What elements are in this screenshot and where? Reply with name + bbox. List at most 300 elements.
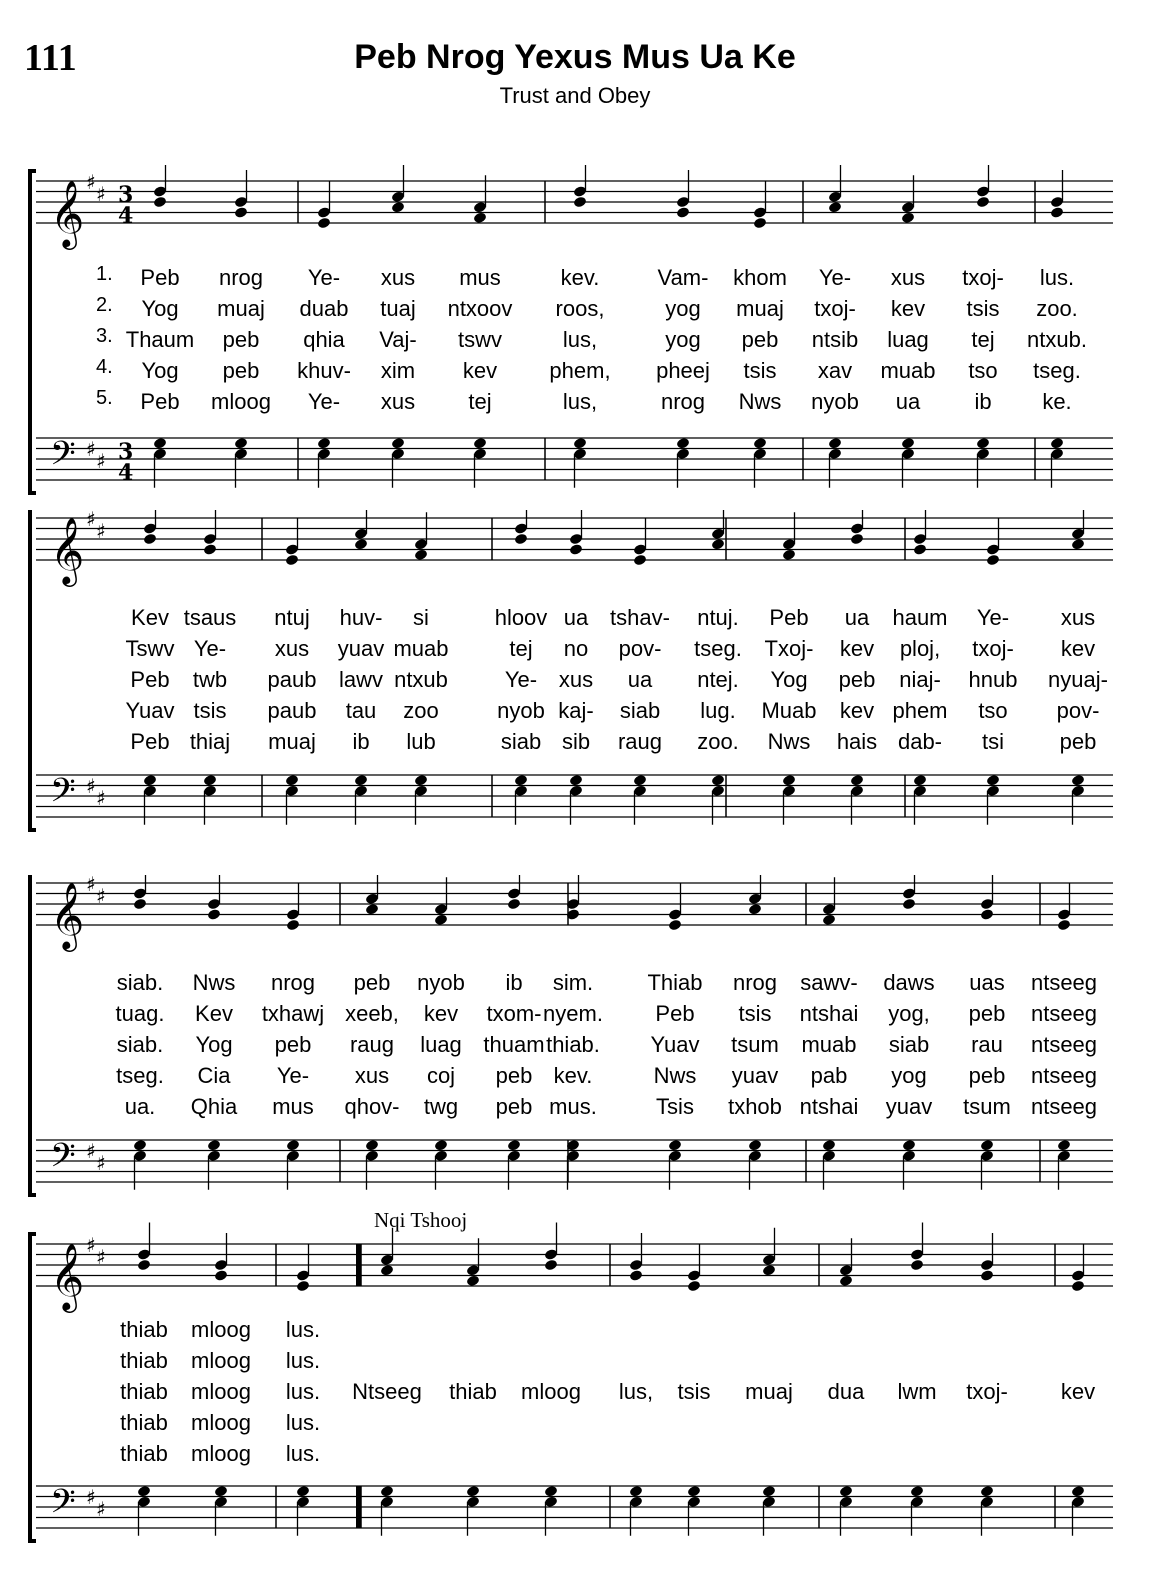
sharp-sign: ♯ — [96, 786, 106, 810]
sharp-sign: ♯ — [86, 510, 96, 531]
treble-note — [380, 1264, 394, 1277]
lyric-syllable: Peb — [130, 667, 170, 692]
lyric-syllable: yuav — [885, 1094, 933, 1119]
treble-note — [434, 913, 448, 926]
bass-note — [317, 437, 331, 450]
bass-note — [782, 774, 796, 787]
lyric-syllable: ploj, — [899, 636, 941, 661]
bass-note — [153, 437, 167, 450]
hymn-number: 111 — [24, 37, 77, 79]
lyric-syllable: muaj — [745, 1379, 793, 1404]
lyric-syllable: lug. — [700, 698, 736, 723]
sharp-sign: ♯ — [96, 1245, 106, 1269]
lyric-syllable: peb — [1059, 729, 1097, 754]
lyric-syllable: Ye- — [193, 636, 227, 661]
lyric-syllable: tsis — [966, 296, 1000, 321]
treble-note — [980, 1269, 994, 1282]
treble-note — [782, 548, 796, 561]
lyric-syllable: siab. — [116, 1032, 164, 1057]
lyric-syllable: xus — [1060, 605, 1096, 630]
lyric-syllable: txoj- — [814, 296, 856, 321]
lyric-syllable: Vam- — [657, 265, 709, 290]
lyric-syllable: huv- — [339, 605, 383, 630]
lyric-syllable: ntxub — [394, 667, 448, 692]
lyric-syllable: xus — [890, 265, 926, 290]
lyric-syllable: ntxub. — [1027, 327, 1087, 352]
lyric-line — [0, 296, 1150, 324]
verse-number: 2. — [96, 294, 113, 316]
lyric-syllable: kev. — [560, 265, 600, 290]
lyric-syllable: peb — [222, 327, 260, 352]
bass-note — [839, 1485, 853, 1498]
lyric-syllable: no — [563, 636, 589, 661]
lyric-syllable: Yog — [141, 358, 179, 383]
bass-note — [296, 1485, 310, 1498]
lyric-syllable: tseg. — [694, 636, 742, 661]
treble-note — [668, 919, 682, 932]
lyric-syllable: yuav — [731, 1063, 779, 1088]
lyric-syllable: tej — [971, 327, 995, 352]
lyric-syllable: xav — [817, 358, 853, 383]
lyric-syllable: ua — [563, 605, 589, 630]
lyric-line — [0, 605, 1150, 633]
treble-note — [514, 533, 528, 546]
treble-note — [286, 919, 300, 932]
lyric-syllable: luag — [887, 327, 929, 352]
lyric-syllable: thiaj — [189, 729, 231, 754]
refrain-label: Nqi Tshooj — [374, 1208, 468, 1232]
sharp-sign: ♯ — [86, 875, 96, 896]
bass-note — [1050, 437, 1064, 450]
lyric-syllable: nyob — [417, 970, 465, 995]
lyric-syllable: ntshai — [799, 1094, 859, 1119]
lyric-syllable: Ye- — [307, 389, 341, 414]
treble-note — [285, 554, 299, 567]
lyric-syllable: mloog — [191, 1317, 251, 1342]
lyric-syllable: ua — [627, 667, 653, 692]
lyric-syllable: Thiab — [647, 970, 703, 995]
lyric-syllable: peb — [741, 327, 779, 352]
treble-note — [748, 903, 762, 916]
lyric-syllable: tseg. — [116, 1063, 164, 1088]
bass-note — [986, 774, 1000, 787]
bass-note — [143, 774, 157, 787]
bass-note — [753, 437, 767, 450]
treble-note — [910, 1259, 924, 1272]
sharp-sign: ♯ — [96, 449, 106, 473]
treble-note — [901, 211, 915, 224]
lyric-syllable: Peb — [140, 265, 180, 290]
bass-note — [828, 437, 842, 450]
lyric-syllable: lus. — [1039, 265, 1075, 290]
lyric-line — [0, 636, 1150, 664]
treble-note — [828, 201, 842, 214]
bass-note — [687, 1485, 701, 1498]
lyric-syllable: ntseeg — [1030, 1001, 1098, 1026]
lyric-line — [0, 1379, 1150, 1407]
lyric-line — [0, 1410, 1150, 1438]
lyric-syllable: siab. — [116, 970, 164, 995]
bass-note — [414, 774, 428, 787]
lyric-syllable: haum — [892, 605, 948, 630]
lyric-line — [0, 970, 1150, 998]
lyric-syllable: xus — [380, 265, 416, 290]
treble-clef-icon: 𝄞 — [50, 1242, 85, 1310]
lyric-syllable: ntseeg — [1030, 1032, 1098, 1057]
treble-note — [762, 1264, 776, 1277]
treble-note — [1071, 538, 1085, 551]
lyric-syllable: nrog — [660, 389, 706, 414]
treble-note — [414, 548, 428, 561]
bass-note — [234, 437, 248, 450]
lyric-syllable: qhov- — [344, 1094, 400, 1119]
lyric-syllable: pov- — [618, 636, 662, 661]
score-system — [0, 875, 1150, 1205]
lyric-syllable: lawv — [338, 667, 384, 692]
lyric-line — [0, 1001, 1150, 1029]
bass-clef-icon: 𝄢 — [50, 435, 76, 481]
lyric-syllable: thiab — [120, 1410, 168, 1435]
bass-note — [137, 1485, 151, 1498]
lyric-syllable: kev — [839, 636, 875, 661]
lyric-line — [0, 1094, 1150, 1122]
treble-note — [1071, 1280, 1085, 1293]
lyric-syllable: tsum — [963, 1094, 1011, 1119]
lyric-line — [0, 729, 1150, 757]
lyric-syllable: Yuav — [125, 698, 175, 723]
lyric-syllable: nyuaj- — [1048, 667, 1108, 692]
sharp-sign: ♯ — [86, 170, 96, 194]
bass-note — [1071, 774, 1085, 787]
sharp-sign: ♯ — [86, 437, 96, 461]
bass-note — [850, 774, 864, 787]
lyric-syllable: Vaj- — [379, 327, 417, 352]
lyric-syllable: ke. — [1042, 389, 1072, 414]
lyric-syllable: lub — [406, 729, 436, 754]
treble-note — [629, 1269, 643, 1282]
lyric-syllable: lus. — [285, 1317, 321, 1342]
lyric-syllable: Yuav — [650, 1032, 700, 1057]
bass-note — [901, 437, 915, 450]
lyric-syllable: mus. — [549, 1094, 597, 1119]
lyric-syllable: tswv — [458, 327, 502, 352]
lyric-syllable: lus. — [285, 1410, 321, 1435]
lyric-syllable: raug — [349, 1032, 395, 1057]
treble-note — [365, 903, 379, 916]
lyric-syllable: ua. — [124, 1094, 156, 1119]
refrain-bar — [356, 1244, 361, 1286]
lyric-syllable: thiab — [120, 1317, 168, 1342]
lyric-syllable: xim — [380, 358, 416, 383]
lyric-syllable: ntseeg — [1030, 970, 1098, 995]
sharp-sign: ♯ — [86, 774, 96, 798]
lyric-syllable: Kev — [195, 1001, 233, 1026]
verse-number: 5. — [96, 387, 113, 409]
lyric-syllable: mus — [459, 265, 501, 290]
lyric-syllable: uas — [969, 970, 1005, 995]
lyric-syllable: peb — [495, 1094, 533, 1119]
lyric-syllable: roos, — [555, 296, 605, 321]
treble-note — [976, 196, 990, 209]
lyric-syllable: zoo — [403, 698, 439, 723]
lyric-syllable: xeeb, — [345, 1001, 399, 1026]
treble-note — [676, 206, 690, 219]
lyric-line — [0, 1441, 1150, 1469]
treble-note — [317, 217, 331, 230]
lyric-syllable: khuv- — [297, 358, 351, 383]
lyric-syllable: txom- — [486, 1001, 542, 1026]
lyric-syllable: sib — [561, 729, 591, 754]
lyric-syllable: kev — [462, 358, 498, 383]
sharp-sign: ♯ — [96, 182, 106, 206]
bass-note — [133, 1139, 147, 1152]
lyric-syllable: lus, — [562, 389, 598, 414]
lyric-syllable: Ye- — [818, 265, 852, 290]
lyric-syllable: txoj- — [966, 1379, 1008, 1404]
sharp-sign: ♯ — [86, 1233, 96, 1257]
lyric-syllable: nyob — [497, 698, 545, 723]
lyric-syllable: Tswv — [125, 636, 175, 661]
time-signature-bottom: 4 — [118, 460, 134, 486]
lyric-syllable: xus — [354, 1063, 390, 1088]
lyric-syllable: tsis — [738, 1001, 772, 1026]
bass-note — [285, 774, 299, 787]
bass-note — [822, 1139, 836, 1152]
lyric-line — [0, 698, 1150, 726]
treble-note — [133, 898, 147, 911]
lyric-syllable: ua — [844, 605, 870, 630]
lyric-syllable: tej — [509, 636, 533, 661]
treble-note — [507, 898, 521, 911]
lyric-syllable: kev — [890, 296, 926, 321]
treble-note — [143, 533, 157, 546]
lyric-syllable: ntej. — [697, 667, 739, 692]
lyric-syllable: tso — [968, 358, 998, 383]
lyric-syllable: ntseeg — [1030, 1063, 1098, 1088]
lyric-syllable: Yog — [141, 296, 179, 321]
bass-note — [980, 1485, 994, 1498]
lyric-syllable: xus — [380, 389, 416, 414]
lyric-syllable: Nws — [653, 1063, 697, 1088]
lyric-syllable: thuam — [483, 1032, 545, 1057]
lyric-syllable: tuaj — [380, 296, 416, 321]
lyric-syllable: Qhia — [190, 1094, 238, 1119]
lyric-syllable: Thaum — [125, 327, 195, 352]
lyric-syllable: peb — [838, 667, 876, 692]
treble-note — [296, 1280, 310, 1293]
bass-note — [365, 1139, 379, 1152]
lyric-syllable: ib — [505, 970, 523, 995]
lyric-syllable: hloov — [494, 605, 548, 630]
bass-note — [629, 1485, 643, 1498]
lyric-line — [0, 265, 1150, 293]
lyric-syllable: Ye- — [504, 667, 538, 692]
lyric-syllable: lus, — [562, 327, 598, 352]
treble-note — [473, 211, 487, 224]
lyric-line — [0, 358, 1150, 386]
bass-note — [544, 1485, 558, 1498]
lyric-syllable: thiab — [449, 1379, 497, 1404]
time-signature-top: 3 — [118, 439, 134, 465]
sharp-sign: ♯ — [96, 519, 106, 543]
lyric-syllable: lus. — [285, 1348, 321, 1373]
lyric-syllable: muaj — [736, 296, 784, 321]
score-system — [0, 1208, 1150, 1552]
lyric-syllable: tau — [345, 698, 377, 723]
lyric-syllable: hnub — [968, 667, 1018, 692]
lyric-syllable: siab — [500, 729, 542, 754]
lyric-syllable: ib — [352, 729, 370, 754]
bass-note — [507, 1139, 521, 1152]
lyric-syllable: pov- — [1056, 698, 1100, 723]
lyric-syllable: Peb — [769, 605, 809, 630]
lyric-syllable: tsum — [731, 1032, 779, 1057]
lyric-syllable: tsi — [982, 729, 1004, 754]
bass-note — [976, 437, 990, 450]
lyric-syllable: txoj- — [962, 265, 1004, 290]
lyric-syllable: mloog — [191, 1348, 251, 1373]
hymn-subtitle: Trust and Obey — [499, 83, 651, 108]
lyric-syllable: Nws — [767, 729, 811, 754]
lyric-line — [0, 1348, 1150, 1376]
sharp-sign: ♯ — [96, 884, 106, 908]
lyric-syllable: tsis — [743, 358, 777, 383]
lyric-syllable: ib — [974, 389, 992, 414]
bass-note — [473, 437, 487, 450]
lyric-syllable: Peb — [130, 729, 170, 754]
lyric-syllable: mus — [272, 1094, 314, 1119]
treble-note — [354, 538, 368, 551]
bass-note — [466, 1485, 480, 1498]
treble-clef-icon: 𝄞 — [50, 881, 85, 949]
lyric-syllable: ntshai — [799, 1001, 859, 1026]
treble-note — [137, 1259, 151, 1272]
lyric-syllable: muaj — [217, 296, 265, 321]
lyric-syllable: pheej — [656, 358, 710, 383]
bass-clef-icon: 𝄢 — [50, 772, 76, 818]
treble-note — [753, 217, 767, 230]
treble-note — [980, 908, 994, 921]
lyric-syllable: yog, — [888, 1001, 930, 1026]
lyric-syllable: khom — [733, 265, 787, 290]
lyric-syllable: lwm — [897, 1379, 937, 1404]
lyric-syllable: Ntseeg — [352, 1379, 422, 1404]
bass-note — [762, 1485, 776, 1498]
lyric-syllable: kev — [423, 1001, 459, 1026]
lyric-syllable: Muab — [761, 698, 817, 723]
lyric-syllable: twg — [423, 1094, 459, 1119]
lyric-syllable: nrog — [218, 265, 264, 290]
lyric-syllable: kev — [839, 698, 875, 723]
lyric-syllable: ntseeg — [1030, 1094, 1098, 1119]
lyric-syllable: nyem. — [543, 1001, 603, 1026]
lyric-syllable: peb — [353, 970, 391, 995]
score-system — [0, 165, 1150, 495]
lyric-syllable: Peb — [655, 1001, 695, 1026]
lyric-syllable: lus, — [618, 1379, 654, 1404]
lyric-syllable: ntuj. — [697, 605, 739, 630]
hymn-title: Peb Nrog Yexus Mus Ua Ke — [354, 38, 796, 76]
lyric-syllable: txhawj — [261, 1001, 325, 1026]
treble-note — [1057, 919, 1071, 932]
lyric-syllable: Nws — [192, 970, 236, 995]
lyric-syllable: peb — [968, 1063, 1006, 1088]
lyric-syllable: tsis — [193, 698, 227, 723]
lyric-syllable: sim. — [552, 970, 594, 995]
treble-clef-icon: 𝄞 — [50, 179, 85, 247]
bass-note — [391, 437, 405, 450]
lyric-line — [0, 389, 1150, 417]
treble-note — [466, 1274, 480, 1287]
lyric-line — [0, 1032, 1150, 1060]
lyric-syllable: muab — [801, 1032, 857, 1057]
lyric-syllable: phem — [892, 698, 948, 723]
bass-note — [748, 1139, 762, 1152]
lyric-syllable: dua — [827, 1379, 865, 1404]
bass-note — [633, 774, 647, 787]
lyric-syllable: duab — [299, 296, 349, 321]
lyric-syllable: Nws — [738, 389, 782, 414]
lyric-line — [0, 667, 1150, 695]
lyric-syllable: muab — [393, 636, 449, 661]
treble-note — [214, 1269, 228, 1282]
bass-note — [569, 774, 583, 787]
verse-number: 3. — [96, 325, 113, 347]
treble-note — [391, 201, 405, 214]
lyric-syllable: xus — [558, 667, 594, 692]
bass-clef-icon: 𝄢 — [50, 1137, 76, 1183]
lyric-syllable: txhob — [728, 1094, 782, 1119]
bass-note — [1057, 1139, 1071, 1152]
lyric-syllable: ua — [895, 389, 921, 414]
lyric-syllable: ntuj — [274, 605, 310, 630]
lyric-syllable: thiab — [120, 1348, 168, 1373]
lyric-syllable: qhia — [303, 327, 345, 352]
lyric-syllable: nyob — [811, 389, 859, 414]
bass-note — [380, 1485, 394, 1498]
lyric-syllable: siab — [619, 698, 661, 723]
lyric-syllable: rau — [971, 1032, 1003, 1057]
lyric-syllable: nrog — [732, 970, 778, 995]
treble-note — [902, 898, 916, 911]
treble-note — [633, 554, 647, 567]
bass-note — [910, 1485, 924, 1498]
lyric-syllable: yuav — [337, 636, 385, 661]
lyric-syllable: tej — [468, 389, 492, 414]
treble-note — [822, 913, 836, 926]
sharp-sign: ♯ — [86, 1485, 96, 1509]
lyric-syllable: yog — [665, 327, 701, 352]
treble-note — [1050, 206, 1064, 219]
lyric-syllable: mloog — [191, 1441, 251, 1466]
treble-clef-icon: 𝄞 — [50, 516, 85, 584]
lyric-syllable: zoo. — [697, 729, 739, 754]
lyric-syllable: lus. — [285, 1441, 321, 1466]
score-system — [0, 510, 1150, 840]
lyric-syllable: yog — [891, 1063, 927, 1088]
treble-note — [711, 538, 725, 551]
lyric-syllable: luag — [420, 1032, 462, 1057]
lyric-syllable: nrog — [270, 970, 316, 995]
bass-note — [676, 437, 690, 450]
lyric-syllable: Peb — [140, 389, 180, 414]
treble-note — [839, 1274, 853, 1287]
treble-note — [569, 543, 583, 556]
lyric-syllable: peb — [222, 358, 260, 383]
sharp-sign: ♯ — [96, 1151, 106, 1175]
lyric-syllable: Tsis — [656, 1094, 694, 1119]
lyric-syllable: hais — [836, 729, 878, 754]
